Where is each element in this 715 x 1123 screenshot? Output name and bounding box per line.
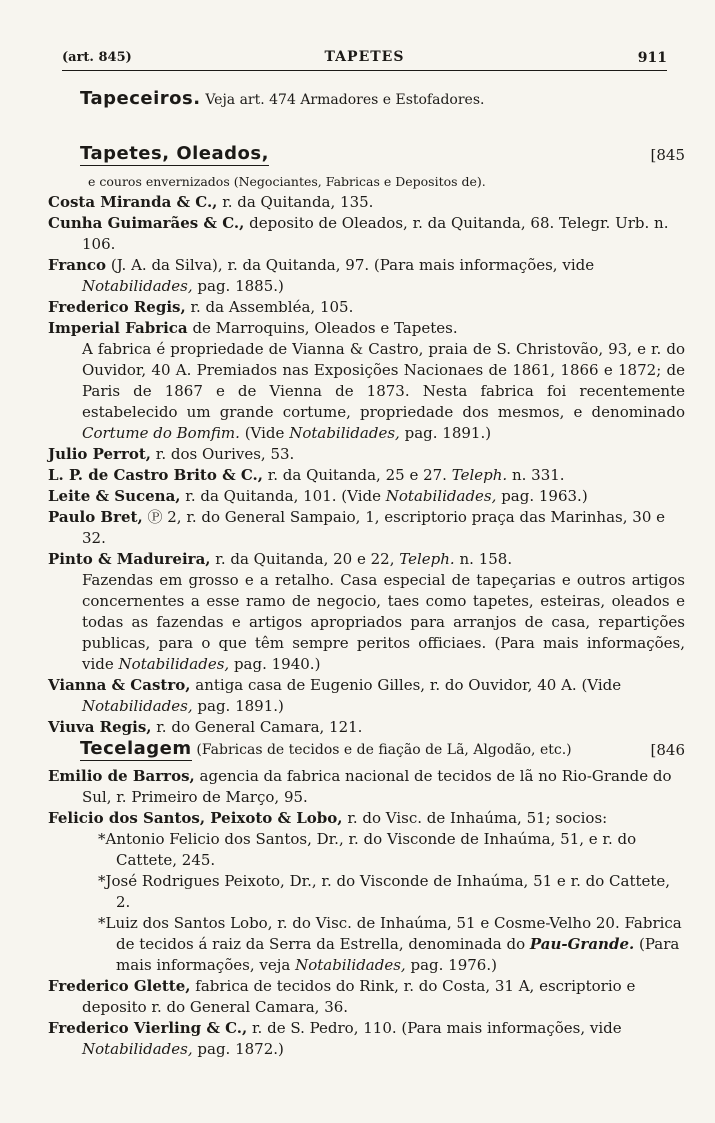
- tapeceiros-note: Veja art. 474 Armadores e Estofadores.: [205, 92, 485, 108]
- list-item: Pinto & Madureira, r. da Quitanda, 20 e 22, Teleph. n. 158.: [48, 550, 513, 568]
- section-tapetes: [48, 143, 685, 738]
- page-header: [62, 48, 667, 71]
- page-number: 911: [637, 50, 667, 66]
- socio-item: *José Rodrigues Peixoto, Dr., r. do Visconde de Inhaúma, 51 e r. do Cattete, 2.: [98, 872, 671, 911]
- list-item: Frederico Regis, r. da Assembléa, 105.: [48, 298, 354, 316]
- list-item: Imperial Fabrica de Marroquins, Oleados e Tapetes.: [48, 319, 458, 337]
- imperial-description: A fabrica é propriedade de Vianna & Castro, praia de S. Christovão, 93, e r. do Ouvidor, 40 A. Premiados nas Exposições Nacionaes de 1861, 1866 e 1872; de Paris de 1867 e de Vienna de 1873. Nesta fabrica foi recentemente estabelecido um grande cortume, propriedade dos mesmos, e denominado Cortume do Bomfim. (Vide Notabilidades, pag. 1891.): [82, 340, 685, 442]
- list-item: Paulo Bret, Ⓟ 2, r. do General Sampaio, 1, escriptorio praça das Marinhas, 30 e 32.: [48, 508, 666, 547]
- pinto-description: Fazendas em grosso e a retalho. Casa especial de tapeçarias e outros artigos concernentes a esse ramo de negocio, taes como tapetes, esteiras, oleados e todas as fazendas e artigos apropriados para arranjos de casa, repartições publicas, para o que têm sempre peritos officiaes. (Para mais informações, vide Notabilidades, pag. 1940.): [82, 571, 685, 673]
- list-item: L. P. de Castro Brito & C., r. da Quitanda, 25 e 27. Teleph. n. 331.: [48, 466, 565, 484]
- section-title-tapetes: Tapetes, Oleados,: [80, 143, 269, 164]
- running-title: TAPETES: [324, 49, 405, 65]
- list-item: Frederico Glette, fabrica de tecidos do Rink, r. do Costa, 31 A, escriptorio e deposito r. do General Camara, 36.: [48, 977, 636, 1016]
- section-tapeceiros: [48, 88, 685, 116]
- socio-item: *Luiz dos Santos Lobo, r. do Visc. de Inhaúma, 51 e Cosme-Velho 20. Fabrica de tecidos á raiz da Serra da Estrella, denominada do Pau-Grande. (Para mais informações, veja Notabilidades, pag. 1976.): [98, 914, 682, 974]
- tecelagem-head: [80, 738, 685, 766]
- tecelagem-note: (Fabricas de tecidos e de fiação de Lã, Algodão, etc.): [196, 742, 572, 758]
- section-code: [846: [650, 741, 685, 759]
- list-item: Viuva Regis, r. do General Camara, 121.: [48, 718, 363, 736]
- list-item: Vianna & Castro, antiga casa de Eugenio Gilles, r. do Ouvidor, 40 A. (Vide Notabilidades, pag. 1891.): [48, 676, 622, 715]
- section-code: [845: [650, 146, 685, 164]
- section-title-tecelagem: Tecelagem: [80, 738, 192, 759]
- list-item: Felicio dos Santos, Peixoto & Lobo, r. do Visc. de Inhaúma, 51; socios:: [48, 809, 608, 827]
- list-item: Frederico Vierling & C., r. de S. Pedro, 110. (Para mais informações, vide Notabilidades, pag. 1872.): [48, 1019, 622, 1058]
- list-item: Julio Perrot, r. dos Ourives, 53.: [48, 445, 295, 463]
- section-title-tapeceiros: Tapeceiros.: [80, 88, 201, 109]
- list-item: Emilio de Barros, agencia da fabrica nacional de tecidos de lã no Rio-Grande do Sul, r. Primeiro de Março, 95.: [48, 767, 672, 806]
- section-tecelagem: [48, 738, 685, 1060]
- list-item: Leite & Sucena, r. da Quitanda, 101. (Vide Notabilidades, pag. 1963.): [48, 487, 588, 505]
- tapetes-head: [80, 143, 685, 171]
- tapetes-subtitle: e couros envernizados (Negociantes, Fabricas e Depositos de).: [88, 174, 486, 189]
- list-item: Franco (J. A. da Silva), r. da Quitanda, 97. (Para mais informações, vide Notabilidades, pag. 1885.): [48, 256, 595, 295]
- socio-item: *Antonio Felicio dos Santos, Dr., r. do Visconde de Inhaúma, 51, e r. do Cattete, 245.: [98, 830, 637, 869]
- list-item: Cunha Guimarães & C., deposito de Oleados, r. da Quitanda, 68. Telegr. Urb. n. 106.: [48, 214, 669, 253]
- tapeceiros-head: [80, 88, 685, 116]
- list-item: Costa Miranda & C., r. da Quitanda, 135.: [48, 193, 374, 211]
- article-range: (art. 845): [62, 50, 132, 65]
